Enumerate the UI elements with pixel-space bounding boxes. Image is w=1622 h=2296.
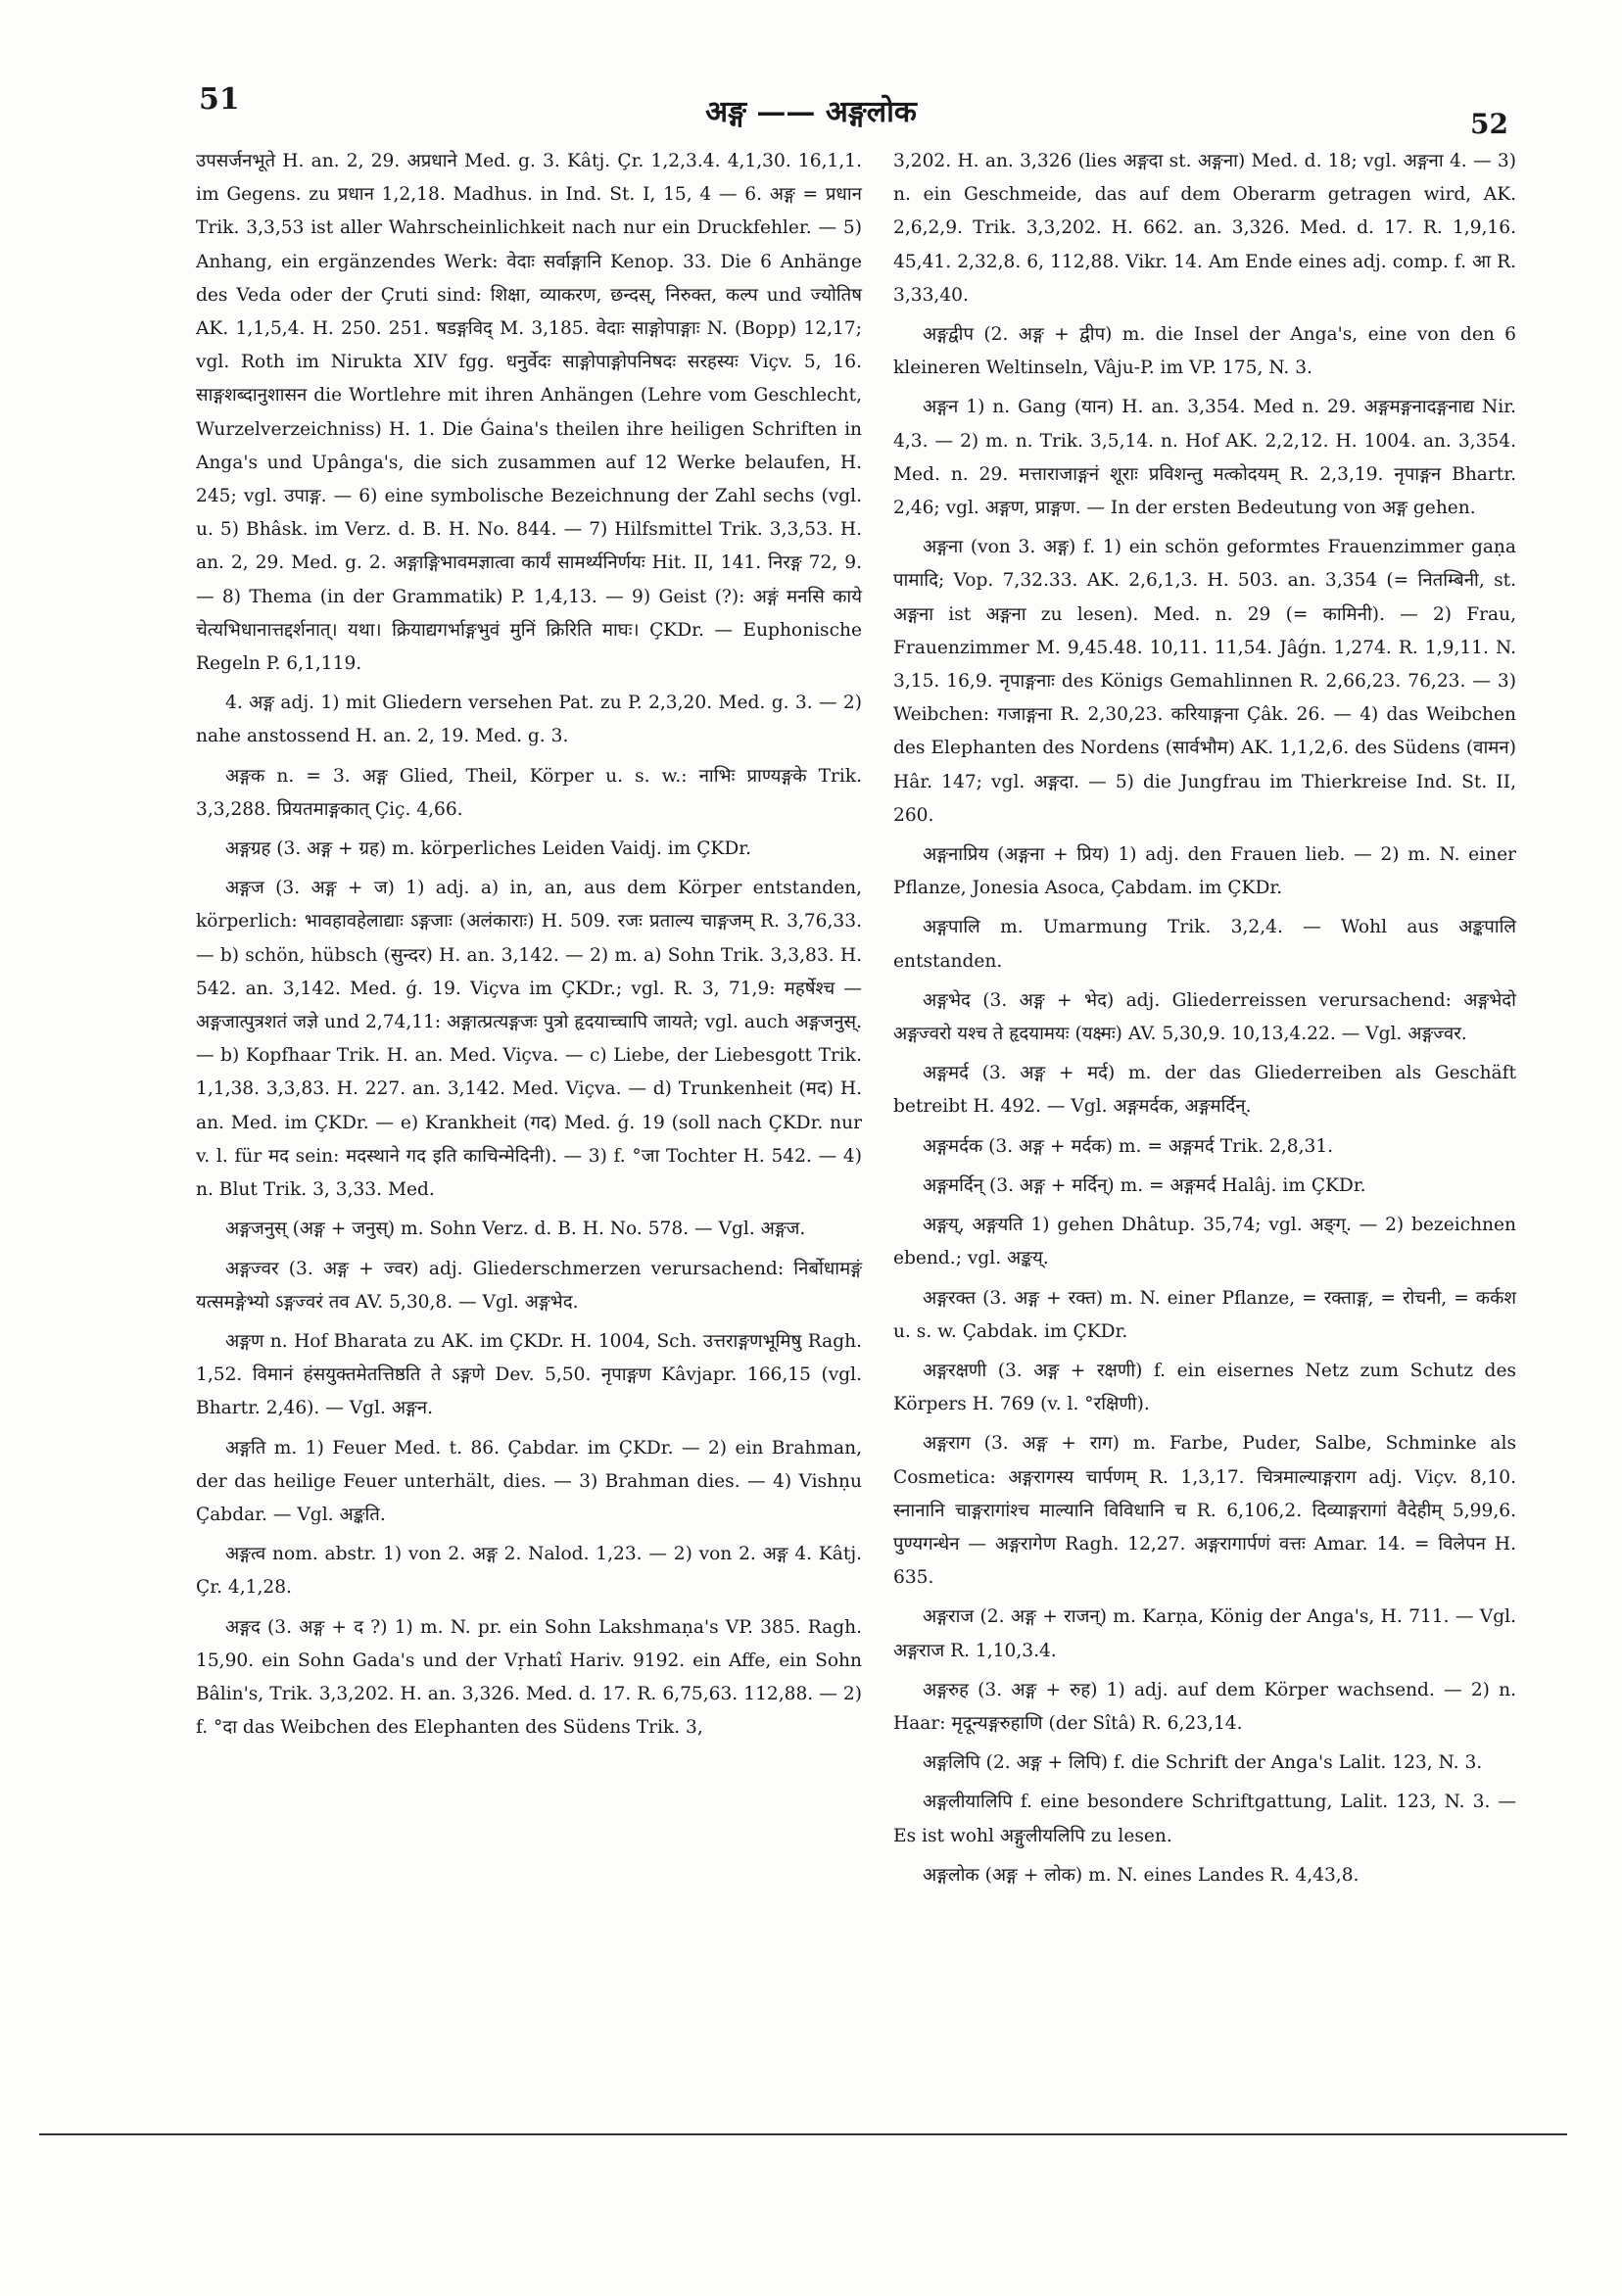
entry-paragraph: अङ्गलीयालिपि f. eine besondere Schriftgattung, Lalit. 123, N. 3. — Es ist wohl अङ्गुलीयलिपि zu lesen.: [893, 1792, 1516, 1846]
entry-paragraph: अङ्गजनुस् (अङ्ग + जनुस्) m. Sohn Verz. d. B. H. No. 578. — Vgl. अङ्गज.: [225, 1219, 806, 1240]
page-number-left: 51: [199, 82, 240, 117]
entry-paragraph: अङ्गन 1) n. Gang (यान) H. an. 3,354. Med n. 29. अङ्गमङ्गनादङ्गनाद्य Nir. 4,3. — 2) m. n. Trik. 3,5,14. n. Hof AK. 2,2,12. H. 1004. an. 3,354. Med. n. 29. मत्ताराजाङ्गनं शूराः प्रविशन्तु मत्कोदयम् R. 2,3,19. नृपाङ्गन Bhartr. 2,46; vgl. अङ्गण, प्राङ्गण. — In der ersten Bedeutung von अङ्ग gehen.: [893, 397, 1516, 519]
entry-paragraph: अङ्गपालि m. Umarmung Trik. 3,2,4. — Wohl aus अङ्कपालि entstanden.: [893, 917, 1516, 972]
entry-paragraph: उपसर्जनभूते H. an. 2, 29. अप्रधाने Med. g. 3. Kâtj. Çr. 1,2,3.4. 4,1,30. 16,1,1. im Gegens. zu प्रधान 1,2,18. Madhus. in Ind. St. I, 15, 4 — 6. अङ्ग = प्रधान Trik. 3,3,53 ist aller Wahrscheinlichkeit nach nur ein Druckfehler. — 5) Anhang, ein ergänzendes Werk: वेदाः सर्वाङ्गानि Kenop. 33. Die 6 Anhänge des Veda oder der Çruti sind: शिक्षा, व्याकरण, छन्दस्, निरुक्त, कल्प und ज्योतिष AK. 1,1,5,4. H. 250. 251. षडङ्गविद् M. 3,185. वेदाः साङ्गोपाङ्गाः N. (Bopp) 12,17; vgl. Roth im Nirukta XIV fgg. धनुर्वेदः साङ्गोपाङ्गोपनिषदः सरहस्यः Viçv. 5, 16. साङ्गशब्दानुशासन die Wortlehre mit ihren Anhängen (Lehre vom Geschlecht, Wurzelverzeichniss) H. 1. Die Ǵaina's theilen ihre heiligen Schriften in Anga's und Upânga's, die sich zusammen auf 12 Werke belaufen, H. 245; vgl. उपाङ्ग. — 6) eine symbolische Bezeichnung der Zahl sechs (vgl. u. 5) Bhâsk. im Verz. d. B. H. No. 844. — 7) Hilfsmittel Trik. 3,3,53. H. an. 2, 29. Med. g. 2. अङ्गाङ्गिभावमज्ञात्वा कार्यं सामर्थ्यनिर्णयः Hit. II, 141. निरङ्ग 72, 9. — 8) Thema (in der Grammatik) P. 1,4,13. — 9) Geist (?): अङ्गं मनसि काये चेत्यभिधानात्तद्दर्शनात्। यथा। क्रियाद्यगर्भाङ्गभुवं मुनिं क्रिरिति माघः। ÇKDr. — Euphonische Regeln P. 6,1,119.: [196, 151, 862, 675]
entry-paragraph: अङ्गरक्त (3. अङ्ग + रक्त) m. N. einer Pflanze, = रक्ताङ्ग, = रोचनी, = कर्कश u. s. w. Çabdak. im ÇKDr.: [893, 1287, 1516, 1342]
entry-paragraph: अङ्गमर्दक (3. अङ्ग + मर्दक) m. = अङ्गमर्द Trik. 2,8,31.: [923, 1135, 1334, 1157]
entry-paragraph: अङ्गलिपि (2. अङ्ग + लिपि) f. die Schrift der Anga's Lalit. 123, N. 3.: [923, 1752, 1483, 1774]
entry-paragraph: 3,202. H. an. 3,326 (lies अङ्गदा st. अङ्गना) Med. d. 18; vgl. अङ्गना 4. — 3) n. ein Geschmeide, das auf dem Oberarm getragen wird, AK. 2,6,2,9. Trik. 3,3,202. H. 662. an. 3,326. Med. d. 17. R. 1,9,16. 45,41. 2,32,8. 6, 112,88. Vikr. 14. Am Ende eines adj. comp. f. आ R. 3,33,40.: [893, 151, 1516, 306]
entry-paragraph: अङ्गरुह (3. अङ्ग + रुह) 1) adj. auf dem Körper wachsend. — 2) n. Haar: मृदून्यङ्गरुहाणि (der Sîtâ) R. 6,23,14.: [893, 1679, 1516, 1734]
entry-paragraph: अङ्गना (von 3. अङ्ग) f. 1) ein schön geformtes Frauenzimmer gaṇa पामादि; Vop. 7,32.33. AK. 2,6,1,3. H. 503. an. 3,354 (= नितम्बिनी, st. अङ्गना ist अङ्गना zu lesen). Med. n. 29 (= कामिनी). — 2) Frau, Frauenzimmer M. 9,45.48. 10,11. 11,54. Jâǵn. 1,274. R. 1,9,11. N. 3,15. 16,9. नृपाङ्गनाः des Königs Gemahlinnen R. 2,66,23. 76,23. — 3) Weibchen: गजाङ्गना R. 2,30,23. करियाङ्गना Çâk. 26. — 4) das Weibchen des Elephanten des Nordens (सार्वभौम) AK. 1,1,2,6. des Südens (वामन) Hâr. 147; vgl. अङ्गदा. — 5) die Jungfrau im Thierkreise Ind. St. II, 260.: [893, 537, 1516, 826]
entry-paragraph: अङ्गराज (2. अङ्ग + राजन्) m. Karṇa, König der Anga's, H. 711. — Vgl. अङ्गराज R. 1,10,3.4.: [893, 1606, 1516, 1661]
entry-paragraph: अङ्गण n. Hof Bharata zu AK. im ÇKDr. H. 1004, Sch. उत्तराङ्गणभूमिषु Ragh. 1,52. विमानं हंसयुक्तमेतत्तिष्ठति ते ऽङ्गणे Dev. 5,50. नृपाङ्गण Kâvjapr. 166,15 (vgl. Bhartr. 2,46). — Vgl. अङ्गन.: [196, 1330, 862, 1419]
entry-paragraph: अङ्गति m. 1) Feuer Med. t. 86. Çabdar. im ÇKDr. — 2) ein Brahman, der das heilige Feuer unterhält, dies. — 3) Brahman dies. — 4) Vishṇu Çabdar. — Vgl. अङ्कति.: [196, 1437, 862, 1525]
entry-paragraph: अङ्गनाप्रिय (अङ्गना + प्रिय) 1) adj. den Frauen lieb. — 2) m. N. einer Pflanze, Jonesia Asoca, Çabdam. im ÇKDr.: [893, 844, 1516, 899]
running-headwords: अङ्ग —— अङ्गलोक: [705, 95, 917, 129]
entry-paragraph: अङ्गरक्षणी (3. अङ्ग + रक्षणी) f. ein eisernes Netz zum Schutz des Körpers H. 769 (v. l. °रक्षिणी).: [893, 1360, 1516, 1415]
entry-paragraph: अङ्गमर्दिन् (3. अङ्ग + मर्दिन्) m. = अङ्गमर्द Halâj. im ÇKDr.: [923, 1174, 1366, 1196]
entry-paragraph: 4. अङ्ग adj. 1) mit Gliedern versehen Pat. zu P. 2,3,20. Med. g. 3. — 2) nahe anstossend H. an. 2, 19. Med. g. 3.: [196, 693, 862, 747]
entry-paragraph: अङ्गय्, अङ्गयति 1) gehen Dhâtup. 35,74; vgl. अङ्ग्. — 2) bezeichnen ebend.; vgl. अङ्कय्.: [893, 1215, 1516, 1269]
entry-paragraph: अङ्गराग (3. अङ्ग + राग) m. Farbe, Puder, Salbe, Schminke als Cosmetica: अङ्गरागस्य चार्पणम् R. 1,3,17. चित्रमाल्याङ्गराग adj. Viçv. 8,10. स्नानानि चाङ्गरागांश्च माल्यानि विविधानि च R. 6,106,2. दिव्याङ्गरागां वैदेहीम् 5,99,6. पुण्यगन्धेन — अङ्गरागेण Ragh. 12,27. अङ्गरागार्पणं वत्तः Amar. 14. = विलेपन H. 635.: [893, 1433, 1516, 1589]
entry-paragraph: अङ्गग्रह (3. अङ्ग + ग्रह) m. körperliches Leiden Vaidj. im ÇKDr.: [225, 838, 751, 860]
entry-paragraph: अङ्गलोक (अङ्ग + लोक) m. N. eines Landes R. 4,43,8.: [923, 1864, 1360, 1886]
entry-paragraph: अङ्गक n. = 3. अङ्ग Glied, Theil, Körper u. s. w.: नाभिः प्राण्यङ्गके Trik. 3,3,288. प्रियतमाङ्गकात् Çiç. 4,66.: [196, 765, 862, 820]
entry-paragraph: अङ्गभेद (3. अङ्ग + भेद) adj. Gliederreissen verursachend: अङ्गभेदो अङ्गज्वरो यश्च ते हृदयामयः (यक्ष्मः) AV. 5,30,9. 10,13,4.22. — Vgl. अङ्गज्वर.: [893, 989, 1516, 1045]
entry-paragraph: अङ्गत्व nom. abstr. 1) von 2. अङ्ग 2. Nalod. 1,23. — 2) von 2. अङ्ग 4. Kâtj. Çr. 4,1,28.: [196, 1544, 862, 1599]
page-number-right: 52: [1470, 108, 1508, 140]
entry-paragraph: अङ्गमर्द (3. अङ्ग + मर्द) m. der das Gliederreiben als Geschäft betreibt H. 492. — Vgl. अङ्गमर्दक, अङ्गमर्दिन्.: [893, 1063, 1516, 1118]
bottom-rule: [39, 2133, 1567, 2135]
right-column: [893, 145, 1516, 1898]
entry-paragraph: अङ्गज्वर (3. अङ्ग + ज्वर) adj. Gliederschmerzen verursachend: निर्बोधामङ्गं यत्समङ्गेभ्यो ऽङ्गज्वरं तव AV. 5,30,8. — Vgl. अङ्गभेद.: [196, 1258, 862, 1313]
entry-paragraph: अङ्गद (3. अङ्ग + द ?) 1) m. N. pr. ein Sohn Lakshmaṇa's VP. 385. Ragh. 15,90. ein Sohn Gada's und der Vṛhatî Hariv. 9192. ein Affe, ein Sohn Bâlin's, Trik. 3,3,202. H. an. 3,326. Med. d. 17. R. 6,75,63. 112,88. — 2) f. °दा das Weibchen des Elephanten des Südens Trik. 3,: [196, 1616, 862, 1739]
entry-paragraph: अङ्गज (3. अङ्ग + ज) 1) adj. a) in, an, aus dem Körper entstanden, körperlich: भावहावहेलाद्याः ऽङ्गजाः (अलंकाराः) H. 509. रजः प्रताल्य चाङ्गजम् R. 3,76,33. — b) schön, hübsch (सुन्दर) H. an. 3,142. — 2) m. a) Sohn Trik. 3,3,83. H. 542. an. 3,142. Med. ǵ. 19. Viçva im ÇKDr.; vgl. R. 3, 71,9: महर्षेश्च — अङ्गजात्पुत्रशतं जज्ञे und 2,74,11: अङ्गात्प्रत्यङ्गजः पुत्रो हृदयाच्चापि जायते; vgl. auch अङ्गजनुस्. — b) Kopfhaar Trik. H. an. Med. Viçva. — c) Liebe, der Liebesgott Trik. 1,1,38. 3,3,83. H. 227. an. 3,142. Med. Viçva. — d) Trunkenheit (मद) H. an. Med. im ÇKDr. — e) Krankheit (गद) Med. ǵ. 19 (soll nach ÇKDr. nur v. l. für मद sein: मदस्थाने गद इति काचिन्मेदिनी). — 3) f. °जा Tochter H. 542. — 4) n. Blut Trik. 3, 3,33. Med.: [196, 878, 862, 1201]
left-column: [196, 145, 862, 1750]
entry-paragraph: अङ्गद्वीप (2. अङ्ग + द्वीप) m. die Insel der Anga's, eine von den 6 kleineren Weltinseln, Vâju-P. im VP. 175, N. 3.: [893, 324, 1516, 379]
